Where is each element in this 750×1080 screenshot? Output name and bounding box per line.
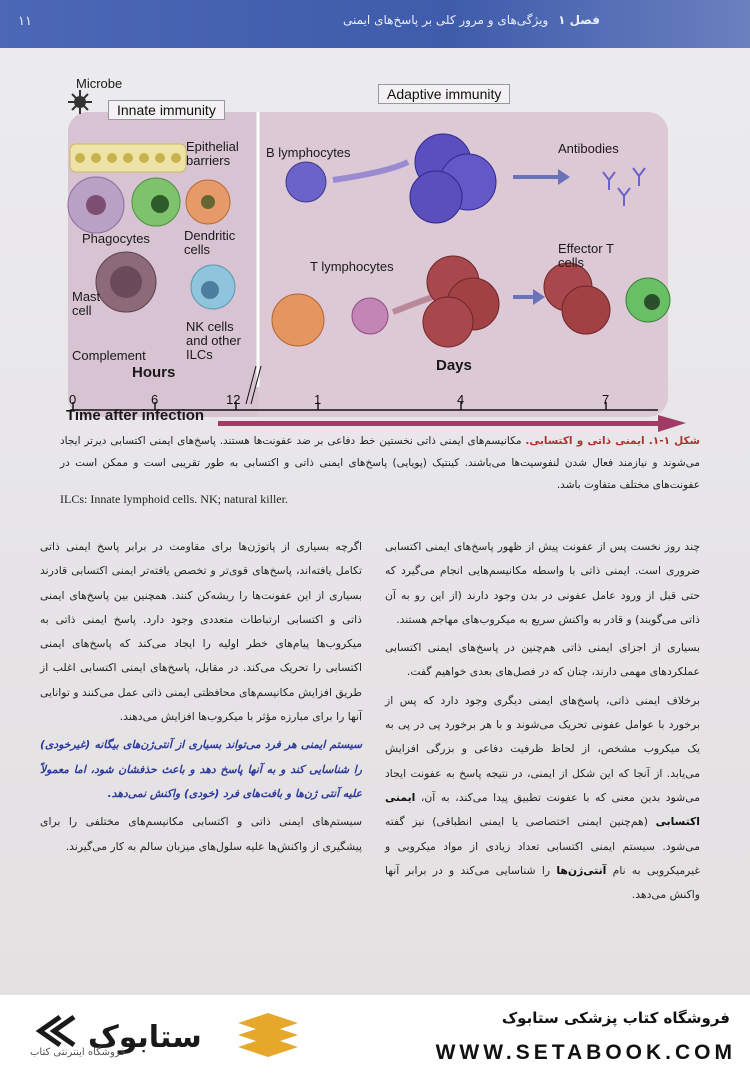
epithelial-label: Epithelial barriers (186, 139, 239, 168)
left-column (40, 535, 362, 863)
tick-day-4: 4 (457, 392, 465, 407)
store-name: فروشگاه کتاب پزشکی ستابوک (501, 1009, 730, 1027)
right-paragraph-1: چند روز نخست پس از عفونت پیش از ظهور پاسخ‌های ایمنی اکتسابی ضروری است. ایمنی ذاتی با واسطه مکانیسم‌هایی انجام می‌گیرد که حتی قبل از ورود عامل عفونی در بدن وجود دارند (از این رو به آن ذاتی می‌گویند) و قادر به واکنش سریع به میکروب‌های مهاجم هستند. (385, 540, 700, 626)
tick-12: 12 (226, 392, 241, 407)
chapter-label: فصل ۱ (558, 13, 600, 27)
microbe-icon (68, 90, 92, 114)
logo-subtext: فروشگاه اینترنتی کتاب (30, 1047, 126, 1058)
right-paragraph-2: بسیاری از اجزای ایمنی ذاتی هم‌چنین در پاسخ‌های ایمنی اکتسابی عملکردهای مهمی دارند، چنان که در فصل‌های بعدی خواهیم گفت. (385, 641, 700, 679)
time-axis-label: Time after infection (66, 407, 205, 424)
epithelial-cells (70, 144, 186, 172)
page-header (0, 0, 750, 48)
complement-label: Complement (72, 348, 146, 363)
store-footer (0, 995, 750, 1080)
tick-0: 0 (69, 392, 77, 407)
antigens-term: آنتی‌ژن‌ها (556, 863, 607, 877)
logo-wordmark: ستابوک (88, 1020, 202, 1055)
b-lymphocytes-label: B lymphocytes (266, 145, 351, 160)
adaptive-immunity-title: Adaptive immunity (378, 84, 510, 104)
days-label: Days (436, 357, 472, 374)
apc-cell (272, 294, 324, 346)
page-number: ۱۱ (18, 14, 32, 29)
tick-6: 6 (151, 392, 159, 407)
dendritic-label: Dendritic cells (184, 228, 236, 257)
chapter-heading (343, 13, 600, 27)
t-lymphocytes-label: T lymphocytes (310, 259, 394, 274)
immunity-figure (58, 72, 688, 432)
antibodies-label: Antibodies (558, 141, 619, 156)
microbe-label: Microbe (76, 76, 123, 91)
adaptive-immunity-term: ایمنی اکتسابی (385, 790, 700, 829)
effector-label: Effector T cells (558, 241, 614, 270)
chapter-title: ویژگی‌های و مرور کلی بر پاسخ‌های ایمنی (343, 13, 549, 27)
book-stack-icon (238, 1013, 298, 1057)
caption-title: شکل ۱-۱. ایمنی ذاتی و اکتسابی. (525, 435, 700, 447)
left-paragraph-1: اگرچه بسیاری از پاتوژن‌ها برای مقاومت در برابر پاسخ ایمنی ذاتی تکامل یافته‌اند، پاسخ‌های قوی‌تر و تخصص یافته‌تر ایمنی اکتسابی قادرند بسیاری از این عفونت‌ها را ریشه‌کن کنند. همچنین بین پاسخ‌های ایمنی ذاتی و اکتسابی ارتباطات متعددی وجود دارد. پاسخ ایمنی ذاتی به میکروب‌ها پیام‌های خطر اولیه را ایجاد می‌کند که پاسخ‌های ایمنی اکتسابی را تحریک می‌کند. در مقابل، پاسخ‌های ایمنی اکتسابی اغلب از طریق افزایش مکانیسم‌های محافظتی ایمنی ذاتی عمل می‌کنند و توانایی آنها را برای مبارزه مؤثر با میکروب‌ها افزایش می‌دهند. (40, 540, 362, 724)
caption-body: مکانیسم‌های ایمنی ذاتی نخستین خط دفاعی بر ضد عفونت‌ها هستند. پاسخ‌های ایمنی اکتسابی دیرتر ایجاد می‌شوند و نیازمند فعال شدن لنفوسیت‌ها می‌باشند. کینتیک (پویایی) پاسخ‌های ایمنی ذاتی و اکتسابی به طور تقریبی است و ممکن است در عفونت‌های مختلف متفاوت باشد. (60, 435, 700, 491)
tick-day-1: 1 (314, 392, 322, 407)
t-lymphocyte-shape (352, 298, 388, 334)
right-paragraph-3: برخلاف ایمنی ذاتی، پاسخ‌های ایمنی دیگری وجود دارد که پس از برخورد با عوامل عفونی تحریک می‌شوند و با هر برخورد پی در پی به یک میکروب مشخص، از لحاظ ظرفیت دفاعی و بزرگی افزایش می‌یابد. از آنجا که این شکل از ایمنی، در نتیجه پاسخ به عفونت ایجاد می‌شود بدین معنی که با عفونت تطبیق پیدا می‌کند، به آن، ایمنی اکتسابی (هم‌چنین ایمنی اختصاصی یا ایمنی انطباقی) نیز گفته می‌شود. سیستم ایمنی اکتسابی تعداد زیادی از مواد میکروبی و غیرمیکروبی به نام آنتی‌ژن‌ها را شناسایی می‌کند و در برابر آنها واکنش می‌دهد. (385, 693, 700, 902)
mast-label: Mast cell (72, 289, 101, 318)
tick-day-7: 7 (602, 392, 610, 407)
store-url[interactable]: WWW.SETABOOK.COM (435, 1041, 736, 1064)
phagocytes-label: Phagocytes (82, 231, 150, 246)
time-arrow (218, 421, 658, 426)
right-column (385, 535, 700, 911)
hours-label: Hours (132, 364, 176, 381)
setabook-logo (28, 1009, 298, 1069)
nk-label: NK cells and other ILCs (186, 319, 241, 362)
left-paragraph-3: سیستم‌های ایمنی ذاتی و اکتسابی مکانیسم‌های مختلفی را برای پیشگیری از واکنش‌ها علیه سلول‌های میزبان سالم به کار می‌گیرند. (40, 815, 362, 853)
chevron-logo-icon (40, 1017, 74, 1045)
b-lymphocyte-shape (286, 162, 326, 202)
figure-caption (60, 430, 700, 496)
innate-immunity-title: Innate immunity (108, 100, 225, 120)
left-highlight-paragraph: سیستم ایمنی هر فرد می‌تواند بسیاری از آنتی‌ژن‌های بیگانه (غیرخودی) را شناسایی کند و به آنها پاسخ دهد و باعث حذفشان شود، اما معمولاً علیه آنتی ژن‌ها و بافت‌های فرد (خودی) واکنش نمی‌دهد. (40, 738, 362, 800)
caption-english: ILCs: Innate lymphoid cells. NK; natural killer. (60, 492, 288, 506)
antibodies-shape (603, 168, 645, 206)
